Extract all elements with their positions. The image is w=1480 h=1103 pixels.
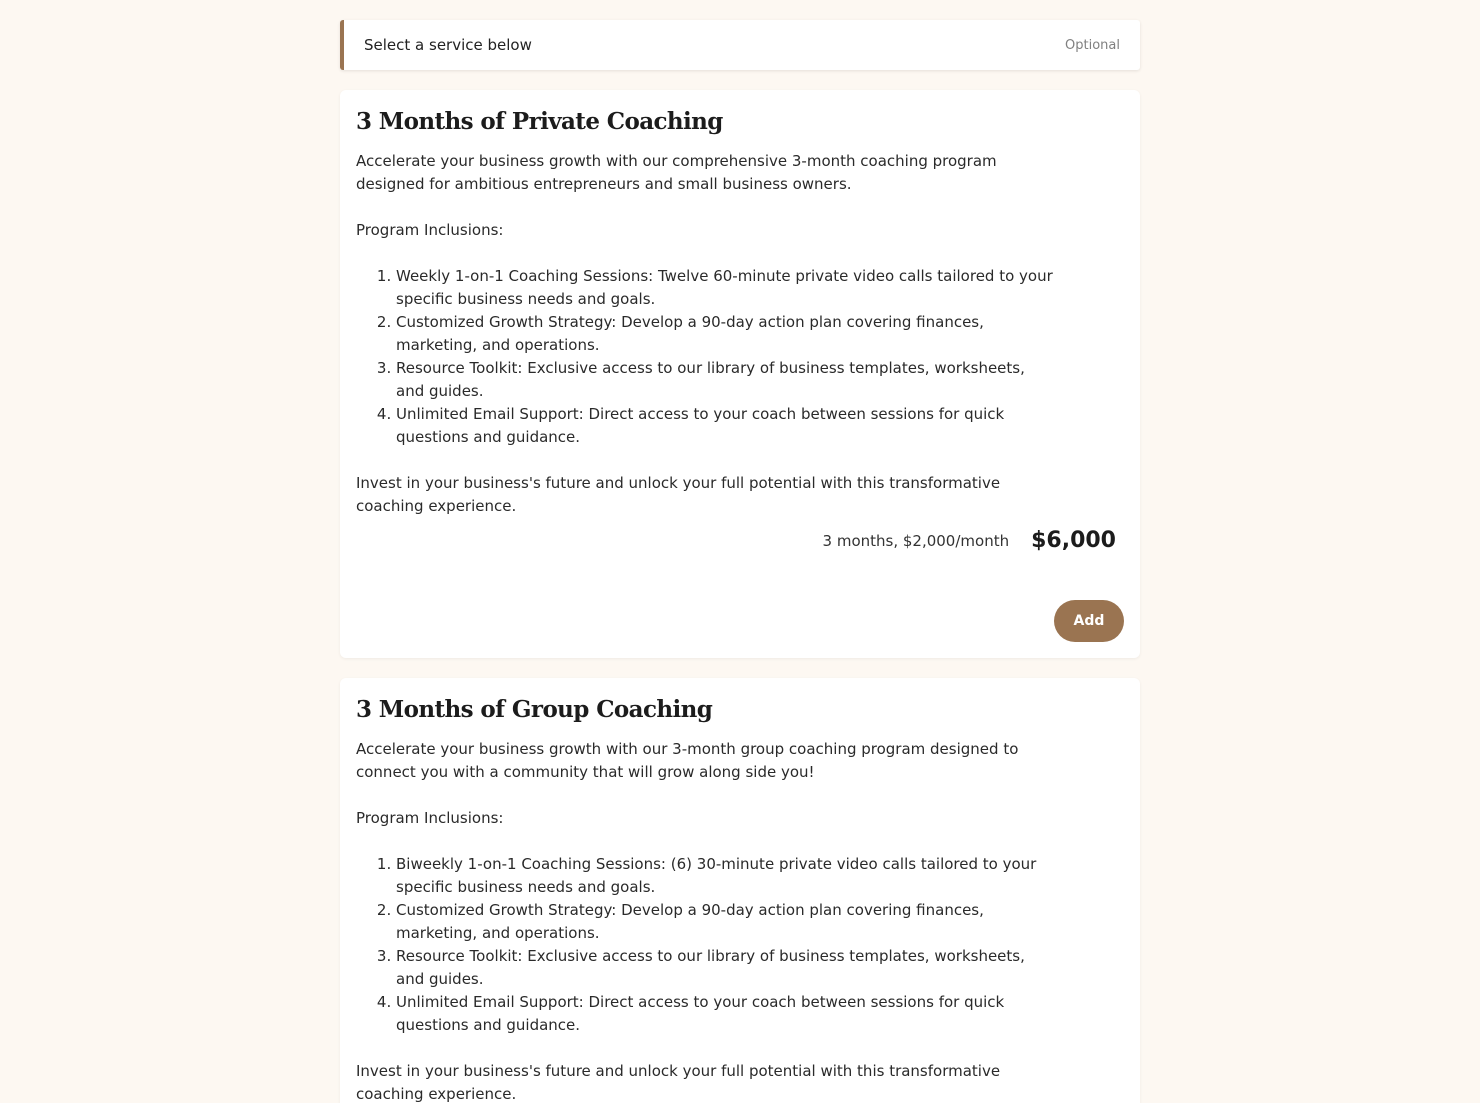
service-title: 3 Months of Group Coaching [356, 696, 713, 723]
service-card-group-coaching [340, 678, 1140, 1103]
service-select-header [340, 20, 1140, 70]
add-button[interactable]: Add [1054, 600, 1124, 642]
inclusions-heading: Program Inclusions: [356, 809, 504, 827]
service-description [356, 150, 1056, 518]
service-selection-page [340, 0, 1140, 1103]
inclusions-list [356, 853, 1056, 1037]
list-item: 2. Customized Growth Strategy: Develop a 90-day action plan covering finances, marketing, and operations. [396, 899, 1056, 945]
service-closing: Invest in your business's future and unlock your full potential with this transformative coaching experience. [356, 1062, 1001, 1103]
list-item: 1. Weekly 1-on-1 Coaching Sessions: Twelve 60-minute private video calls tailored to your specific business needs and goals. [396, 265, 1056, 311]
inclusions-list [356, 265, 1056, 449]
service-description [356, 738, 1056, 1103]
list-item: 3. Resource Toolkit: Exclusive access to our library of business templates, worksheets, and guides. [396, 357, 1056, 403]
list-item: 4. Unlimited Email Support: Direct access to your coach between sessions for quick questions and guidance. [396, 991, 1056, 1037]
service-intro: Accelerate your business growth with our 3-month group coaching program designed to connect you with a community that will grow along side you! [356, 740, 1019, 781]
service-title: 3 Months of Private Coaching [356, 108, 723, 135]
service-intro: Accelerate your business growth with our comprehensive 3-month coaching program designed for ambitious entrepreneurs and small business owners. [356, 152, 997, 193]
list-item: 4. Unlimited Email Support: Direct access to your coach between sessions for quick questions and guidance. [396, 403, 1056, 449]
service-closing: Invest in your business's future and unlock your full potential with this transformative coaching experience. [356, 474, 1001, 515]
optional-label: Optional [1065, 37, 1120, 53]
price-detail: 3 months, $2,000/month [822, 531, 1010, 550]
list-item: 2. Customized Growth Strategy: Develop a 90-day action plan covering finances, marketing, and operations. [396, 311, 1056, 357]
select-service-label: Select a service below [364, 36, 532, 54]
list-item: 1. Biweekly 1-on-1 Coaching Sessions: (6) 30-minute private video calls tailored to your specific business needs and goals. [396, 853, 1056, 899]
inclusions-heading: Program Inclusions: [356, 221, 504, 239]
add-row [356, 600, 1124, 642]
price-total: $6,000 [1031, 528, 1116, 553]
price-row [356, 528, 1124, 553]
list-item: 3. Resource Toolkit: Exclusive access to our library of business templates, worksheets, and guides. [396, 945, 1056, 991]
service-card-private-coaching [340, 90, 1140, 658]
